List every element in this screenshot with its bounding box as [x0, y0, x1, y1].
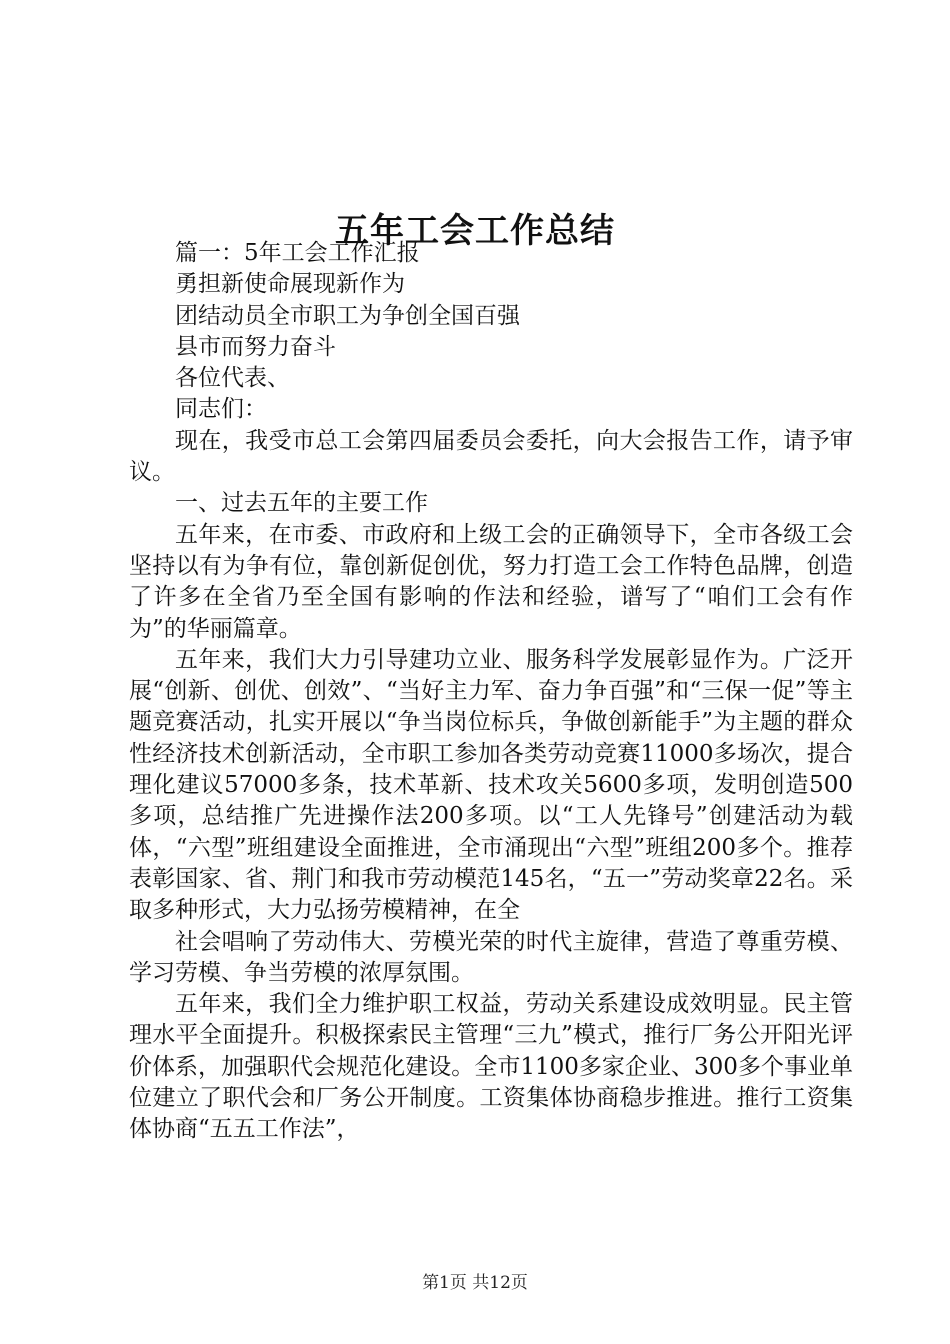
paragraph-subtitle-line-3: 县市而努力奋斗 [175, 333, 336, 360]
paragraph-opening: 现在，我受市总工会第四届委员会委托，向大会报告工作，请予审议。 [129, 427, 853, 486]
document-title: 五年工会工作总结 [335, 210, 615, 251]
page-number-footer: 第1页 共12页 [422, 1273, 528, 1293]
paragraph-section-heading: 一、过去五年的主要工作 [175, 490, 428, 517]
paragraph-heading-chapter: 篇一：5年工会工作汇报 [175, 240, 420, 266]
paragraph-body-2: 五年来，我们大力引导建功立业、服务科学发展彰显作为。广泛开展“创新、创优、创效”、“当好主力军、奋力争百强”和“三保一促”等主题竞赛活动，扎实开展以“争当岗位标兵，争做创新能手”为主题的群众性经济技术创新活动，全市职工参加各类劳动竞赛11000多场次，提合理化建议57000多条，技术革新、技术攻关5600多项，发明创造500多项，总结推广先进操作法200多项。以“工人先锋号”创建活动为载体，“六型”班组建设全面推进，全市涌现出“六型”班组200多个。推荐表彰国家、省、荆门和我市劳动模范145名，“五一”劳动奖章22名。采取多种形式，大力弘扬劳模精神，在全 [129, 646, 853, 924]
document-body [129, 238, 853, 1146]
paragraph-subtitle-line-1: 勇担新使命展现新作为 [175, 271, 405, 298]
paragraph-subtitle-line-2: 团结动员全市职工为争创全国百强 [175, 302, 520, 329]
paragraph-salutation-1: 各位代表、 [175, 365, 290, 392]
paragraph-body-3: 社会唱响了劳动伟大、劳模光荣的时代主旋律，营造了尊重劳模、学习劳模、争当劳模的浓厚氛围。 [129, 928, 853, 986]
paragraph-body-1: 五年来，在市委、市政府和上级工会的正确领导下，全市各级工会坚持以有为争有位，靠创新促创优，努力打造工会工作特色品牌，创造了许多在全省乃至全国有影响的作法和经验，谱写了“咱们工会有作为”的华丽篇章。 [129, 521, 853, 642]
paragraph-salutation-2: 同志们： [175, 396, 267, 423]
paragraph-body-4: 五年来，我们全力维护职工权益，劳动关系建设成效明显。民主管理水平全面提升。积极探索民主管理“三九”模式，推行厂务公开阳光评价体系，加强职代会规范化建设。全市1100多家企业、300多个事业单位建立了职代会和厂务公开制度。工资集体协商稳步推进。推行工资集体协商“五五工作法”， [129, 991, 853, 1143]
